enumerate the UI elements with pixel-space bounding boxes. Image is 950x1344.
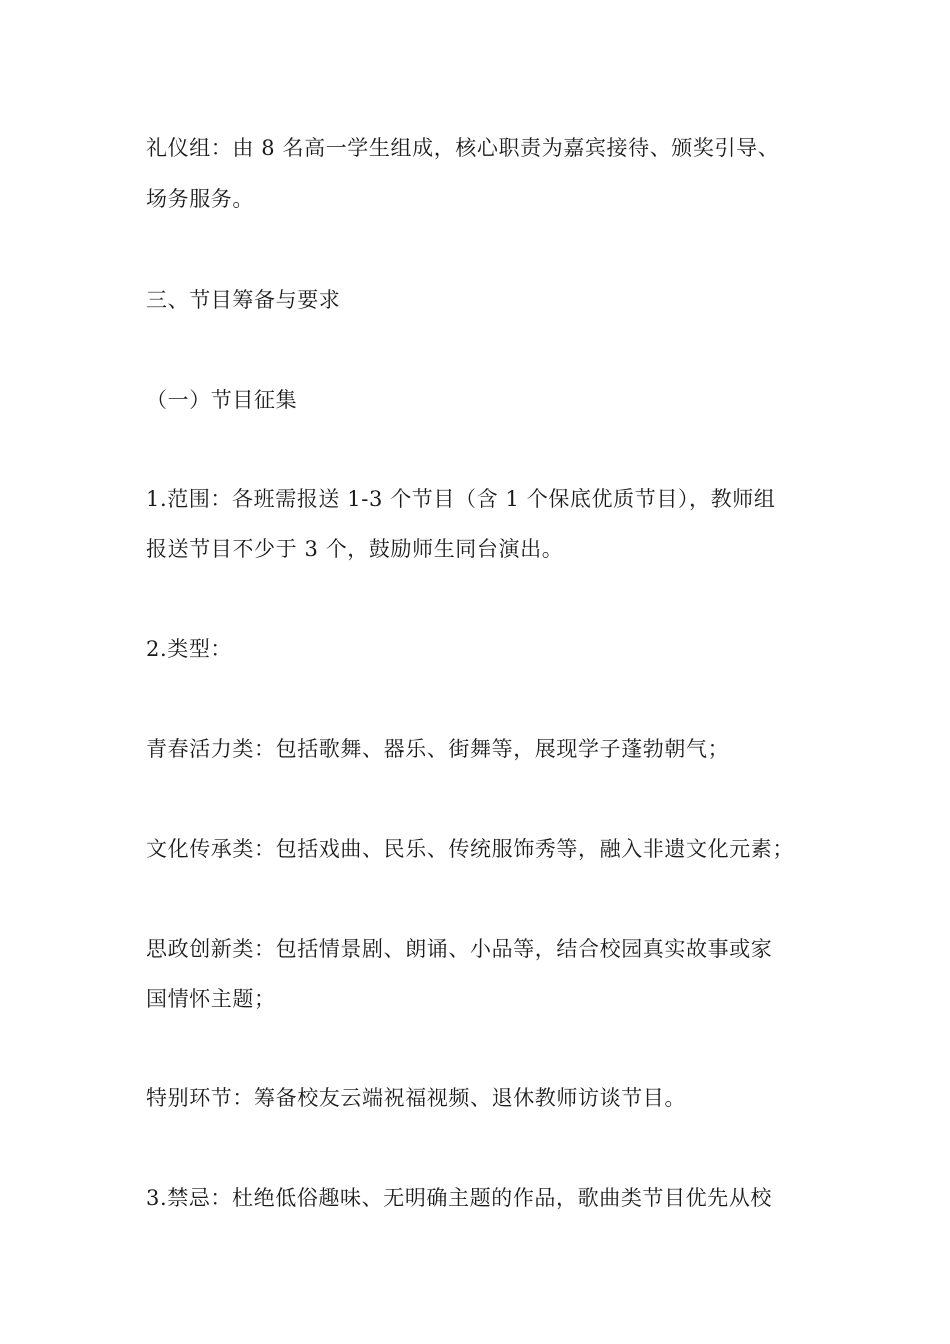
subsection-heading-program-collection: （一）节目征集 <box>146 388 298 412</box>
item-taboos-line-1: 3.禁忌：杜绝低俗趣味、无明确主题的作品，歌曲类节目优先从校 <box>146 1186 773 1210</box>
paragraph-etiquette-group-line-1: 礼仪组：由 8 名高一学生组成，核心职责为嘉宾接待、颁奖引导、 <box>146 136 780 160</box>
item-types-heading: 2.类型： <box>146 637 233 661</box>
type-cultural-heritage: 文化传承类：包括戏曲、民乐、传统服饰秀等，融入非遗文化元素； <box>146 837 794 861</box>
type-ideological-innovation-line-2: 国情怀主题； <box>146 987 276 1011</box>
item-scope-line-1: 1.范围：各班需报送 1-3 个节目（含 1 个保底优质节目），教师组 <box>146 487 776 511</box>
section-heading-program-preparation: 三、节目筹备与要求 <box>146 288 341 312</box>
type-youth-vitality: 青春活力类：包括歌舞、器乐、街舞等，展现学子蓬勃朝气； <box>146 737 730 761</box>
paragraph-etiquette-group-line-2: 场务服务。 <box>146 187 254 211</box>
type-ideological-innovation-line-1: 思政创新类：包括情景剧、朗诵、小品等，结合校园真实故事或家 <box>146 937 773 961</box>
item-scope-line-2: 报送节目不少于 3 个，鼓励师生同台演出。 <box>146 537 564 561</box>
type-special-segment: 特别环节：筹备校友云端祝福视频、退休教师访谈节目。 <box>146 1086 686 1110</box>
